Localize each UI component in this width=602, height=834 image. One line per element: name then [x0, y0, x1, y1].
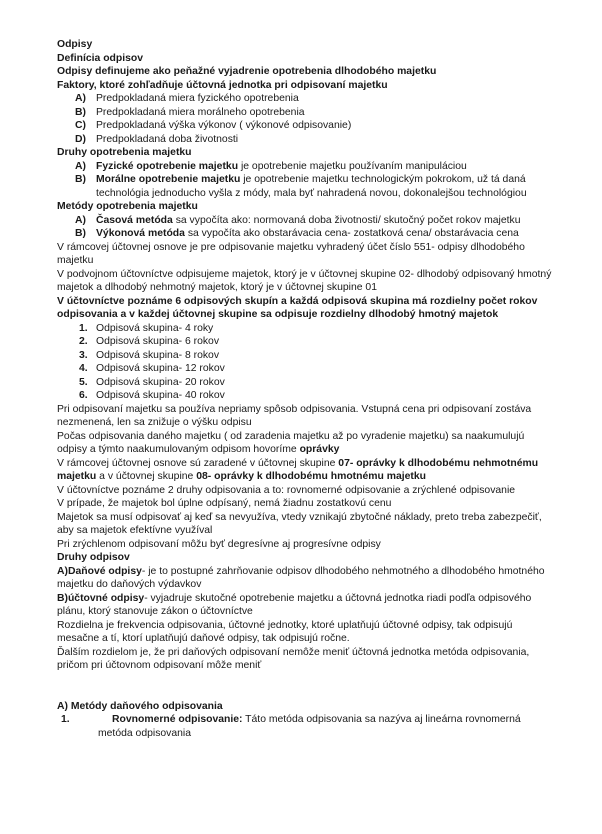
- list-item: [57, 119, 557, 133]
- list-item-term: Časová metóda: [96, 214, 173, 226]
- accumulated-term: oprávky: [299, 444, 340, 455]
- list-item-text: [96, 173, 557, 200]
- list-item-text: Odpisová skupina- 20 rokov: [96, 376, 225, 388]
- list-item-straight-line: [57, 713, 557, 740]
- list-item: [57, 389, 557, 403]
- wear-types-list: [57, 160, 557, 201]
- definition-heading: Definícia odpisov: [57, 52, 144, 64]
- straight-line-text: Táto metóda odpisovania sa nazýva aj lineárna rovnomerná metóda odpisovania: [98, 714, 521, 739]
- paragraph-accumulated: [57, 430, 557, 457]
- list-item-text: Odpisová skupina- 4 roky: [96, 322, 214, 334]
- list-item-term: Morálne opotrebenie majetku: [96, 174, 241, 185]
- list-marker: D): [75, 133, 86, 145]
- paragraph-account-551: V rámcovej účtovnej osnove je pre odpisovanie majetku vyhradený účet číslo 551- odpisy dlhodobého majetku: [57, 241, 525, 266]
- paragraph-account-groups: [57, 457, 557, 484]
- account-group-07: 07- oprávky k dlhodobému nehmotnému majetku: [57, 457, 539, 482]
- list-marker: C): [75, 120, 86, 131]
- list-marker: 1.: [79, 322, 88, 334]
- list-item: [57, 322, 557, 336]
- list-item: [57, 214, 557, 228]
- wear-types-heading: Druhy opotrebenia majetku: [57, 147, 192, 158]
- list-item: [57, 227, 557, 241]
- accounting-depreciation-text: - vyjadruje skutočné opotrebenie majetku a účtovná jednotka riadi podľa odpisového plánu, ktorý stanovuje zákon o účtovníctve: [57, 592, 532, 617]
- tax-depreciation-text: - je to postupné zahrňovanie odpisov dlhodobého nehmotného a dlhodobého hmotného majetku do daňových výdavkov: [57, 565, 545, 590]
- tax-methods-heading: A) Metódy daňového odpisovania: [57, 700, 223, 712]
- list-item-text: Odpisová skupina- 12 rokov: [96, 363, 225, 374]
- list-item-text: Odpisová skupina- 8 rokov: [96, 349, 220, 361]
- accounting-depreciation-label: B)účtovné odpisy: [57, 592, 145, 604]
- list-item-text: Predpokladaná miera fyzického opotrebenia: [96, 93, 299, 104]
- account-group-08: 08- oprávky k dlhodobému hmotnému majetku: [196, 471, 427, 482]
- wear-methods-list: [57, 214, 557, 241]
- list-item: [57, 173, 557, 200]
- paragraph-depreciation-groups: V účtovníctve poznáme 6 odpisových skupín a každá odpisová skupina má rozdielny počet rokov odpisovania a v každej účtovnej skupine sa odpisuje rozdielny dlhodobý hmotný majetok: [57, 295, 538, 320]
- paragraph-double-entry: V podvojnom účtovníctve odpisujeme majetok, ktorý je v účtovnej skupine 02- dlhodobý odpisovaný hmotný majetok a dlhodobý nehmotný majetok, ktorý je v účtovnej skupine 01: [57, 268, 552, 293]
- list-item-description: sa vypočíta ako: normovaná doba životnosti/ skutočný počet rokov majetku: [172, 214, 521, 226]
- account-groups-text-a: V rámcovej účtovnej osnove sú zaradené v účtovnej skupine: [57, 457, 339, 469]
- list-marker: 3.: [79, 349, 88, 361]
- factors-heading: Faktory, ktoré zohľadňuje účtovná jednotka pri odpisovaní majetku: [57, 79, 388, 91]
- list-item: [57, 335, 557, 349]
- factors-list: [57, 92, 557, 146]
- wear-methods-heading: Metódy opotrebenia majetku: [57, 201, 198, 212]
- list-item-text: Odpisová skupina- 6 rokov: [96, 336, 220, 347]
- depreciation-groups-list: [57, 322, 557, 403]
- list-item-text: [96, 160, 557, 174]
- list-item: [57, 106, 557, 120]
- list-item: [57, 160, 557, 174]
- list-item: [57, 133, 557, 147]
- list-item-text: [96, 214, 557, 228]
- list-item-term: Výkonová metóda: [96, 228, 185, 239]
- straight-line-label: Rovnomerné odpisovanie:: [112, 714, 243, 725]
- list-item-description: je opotrebenie majetku používaním manipuláciou: [238, 160, 467, 172]
- list-item: [57, 376, 557, 390]
- list-item-term: Fyzické opotrebenie majetku: [96, 160, 239, 172]
- paragraph-accounting-depreciation: [57, 592, 557, 619]
- list-marker: A): [75, 214, 86, 226]
- doc-title: Odpisy: [57, 39, 93, 50]
- account-groups-text-c: a v účtovnej skupine: [96, 471, 197, 482]
- paragraph-frequency: Rozdielna je frekvencia odpisovania, účtovné jednotky, ktoré uplatňujú účtovné odpisy, tak odpisujú mesačne a tí, ktorí uplatňujú daňové odpisy, tak odpisujú ročne.: [57, 619, 513, 644]
- paragraph-unused-asset: Majetok sa musí odpisovať aj keď sa nevyužíva, vtedy vznikajú zbytočné náklady, preto treba zabezpečiť, aby sa majetok efektívne využíval: [57, 511, 542, 536]
- list-marker: B): [75, 174, 86, 185]
- list-item-text: [96, 227, 557, 241]
- list-item-text: Odpisová skupina- 40 rokov: [96, 390, 225, 401]
- list-item: [57, 362, 557, 376]
- spacer: [57, 673, 557, 700]
- definition-text: Odpisy definujeme ako peňažné vyjadrenie opotrebenia dlhodobého majetku: [57, 66, 437, 77]
- list-marker: 1.: [61, 714, 70, 725]
- list-item-text: [98, 713, 557, 740]
- paragraph-indirect-method: Pri odpisovaní majetku sa používa nepriamy spôsob odpisovania. Vstupná cena pri odpisovaní zostáva nezmenená, len sa znižuje o výšku odpisu: [57, 403, 532, 428]
- list-item-description: je opotrebenie majetku technologickým pokrokom, už tá daná technológia jednoducho vyšla z módy, mala byť nahradená novou, dokonalejšou technológiou: [96, 174, 527, 199]
- list-marker: B): [75, 228, 86, 239]
- list-marker: 5.: [79, 376, 88, 388]
- tax-depreciation-label: A)Daňové odpisy: [57, 565, 142, 577]
- accumulated-text: Počas odpisovania daného majetku ( od zaradenia majetku až po vyradenie majetku) sa naakumulujú odpisy a týmto naakumulovaným odpisom hovoríme: [57, 430, 525, 455]
- list-item-description: sa vypočíta ako obstarávacia cena- zostatková cena/ obstarávacia cena: [184, 228, 519, 239]
- list-marker: 2.: [79, 336, 88, 347]
- list-marker: A): [75, 160, 86, 172]
- list-marker: A): [75, 93, 86, 104]
- list-item: [57, 92, 557, 106]
- paragraph-fully-depreciated: V prípade, že majetok bol úplne odpísaný, nemá žiadnu zostatkovú cenu: [57, 498, 392, 509]
- depreciation-types-heading: Druhy odpisov: [57, 552, 130, 563]
- paragraph-two-types: V účtovníctve poznáme 2 druhy odpisovania a to: rovnomerné odpisovanie a zrýchlené odpisovanie: [57, 484, 516, 496]
- list-item-text: Predpokladaná výška výkonov ( výkonové odpisovanie): [96, 120, 352, 131]
- paragraph-method-change: Ďalším rozdielom je, že pri daňových odpisovaní nemôže meniť účtovná jednotka metóda odpisovania, pričom pri účtovnom odpisovaní môže meniť: [57, 646, 530, 671]
- list-item-text: Predpokladaná miera morálneho opotrebenia: [96, 106, 305, 118]
- list-marker: 6.: [79, 390, 88, 401]
- document-page: [57, 38, 557, 740]
- list-item-text: Predpokladaná doba životnosti: [96, 133, 239, 145]
- list-item: [57, 349, 557, 363]
- list-marker: B): [75, 106, 86, 118]
- list-marker: 4.: [79, 363, 88, 374]
- paragraph-tax-depreciation: [57, 565, 557, 592]
- paragraph-accelerated: Pri zrýchlenom odpisovaní môžu byť degresívne aj progresívne odpisy: [57, 538, 381, 550]
